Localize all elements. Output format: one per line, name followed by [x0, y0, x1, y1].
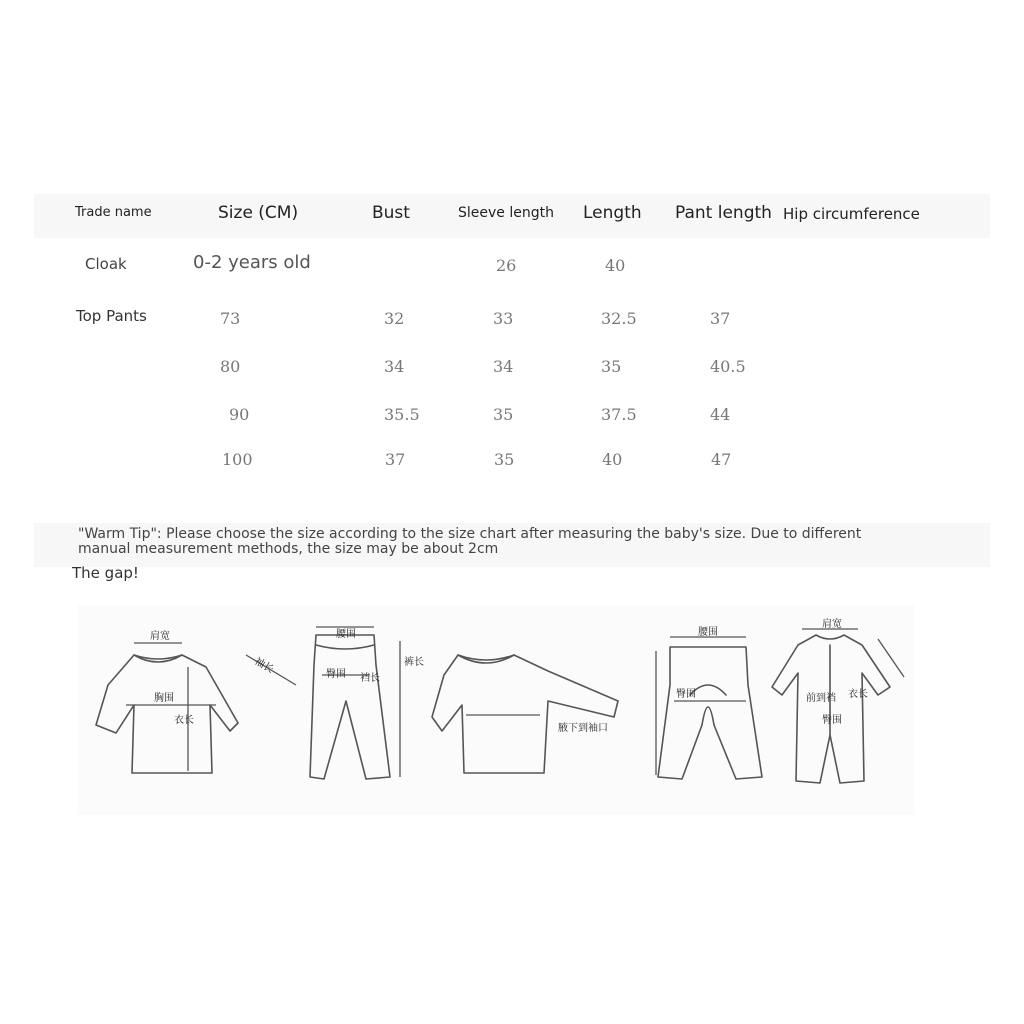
label-hip-3: 臀围 — [822, 715, 842, 726]
row-4-bust: 35.5 — [384, 405, 420, 424]
header-length: Length — [583, 203, 642, 223]
row-2-pant: 37 — [710, 309, 731, 328]
label-waist: 腰围 — [336, 629, 356, 640]
row-2-sleeve: 33 — [493, 309, 514, 328]
label-hip: 臀围 — [326, 669, 346, 680]
row-5-sleeve: 35 — [494, 450, 515, 469]
label-hip-2: 臀围 — [676, 689, 696, 700]
row-4-length: 37.5 — [601, 405, 637, 424]
label-sleeve-length: 袖长 — [252, 656, 276, 676]
label-waist-2: 腰围 — [698, 627, 718, 638]
row-3-length: 35 — [601, 357, 622, 376]
row-2-size: 73 — [220, 309, 241, 328]
label-crotch-length: 裆长 — [360, 673, 380, 684]
row-5-bust: 37 — [385, 450, 406, 469]
label-shoulder-width: 肩宽 — [150, 631, 170, 642]
romper-figure — [772, 635, 890, 783]
header-size: Size (CM) — [218, 203, 299, 223]
row-2-bust: 32 — [384, 309, 405, 328]
label-shoulder-width-2: 肩宽 — [822, 619, 842, 630]
row-1-sleeve: 26 — [496, 256, 517, 275]
row-3-bust: 34 — [384, 357, 405, 376]
label-pant-length: 裤长 — [404, 657, 424, 668]
header-sleeve-length: Sleeve length — [458, 205, 554, 221]
row-5-pant: 47 — [711, 450, 732, 469]
row-1-length: 40 — [605, 256, 626, 275]
measurement-diagram-svg — [78, 605, 914, 815]
row-2-trade-name: Top Pants — [76, 307, 147, 325]
row-3-pant: 40.5 — [710, 357, 746, 376]
header-bust: Bust — [372, 203, 410, 223]
row-2-length: 32.5 — [601, 309, 637, 328]
raglan-top-figure — [432, 655, 618, 773]
row-3-size: 80 — [220, 357, 241, 376]
label-garment-length: 衣长 — [174, 715, 194, 726]
label-garment-length-2: 衣长 — [848, 689, 868, 700]
open-crotch-pants-figure — [658, 647, 762, 779]
long-sleeve-top-figure — [96, 655, 238, 773]
row-1-size: 0-2 years old — [193, 252, 311, 273]
header-pant-length: Pant length — [675, 203, 772, 223]
pants-figure — [310, 635, 390, 779]
row-4-size: 90 — [229, 405, 250, 424]
row-5-size: 100 — [222, 450, 253, 469]
row-4-pant: 44 — [710, 405, 731, 424]
header-trade-name: Trade name — [75, 205, 152, 220]
header-hip-circumference: Hip circumference — [783, 205, 920, 223]
label-armpit-to-cuff: 腋下到袖口 — [558, 723, 608, 734]
row-3-sleeve: 34 — [493, 357, 514, 376]
gap-text: The gap! — [72, 564, 139, 582]
measurement-diagram — [78, 605, 914, 815]
warm-tip-text: "Warm Tip": Please choose the size according to the size chart after measuring the baby's size. Due to different manual measurement methods, the size may be about 2cm — [78, 526, 862, 557]
row-5-length: 40 — [602, 450, 623, 469]
row-4-sleeve: 35 — [493, 405, 514, 424]
label-chest: 胸围 — [154, 693, 174, 704]
row-1-trade-name: Cloak — [85, 255, 127, 273]
label-front-crotch: 前到裆 — [806, 693, 836, 704]
